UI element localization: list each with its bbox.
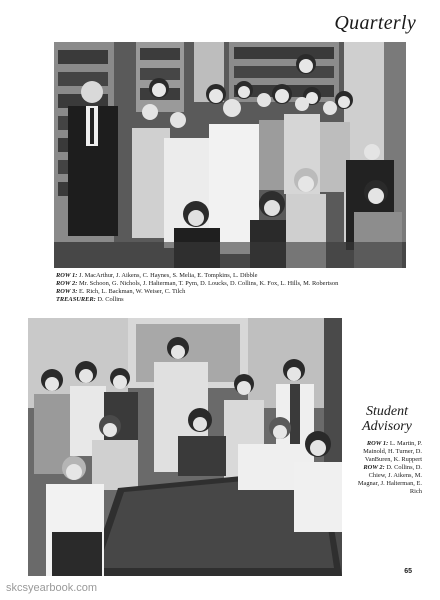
row-names: D. Collins (97, 296, 124, 303)
quarterly-group-photo (54, 42, 406, 268)
caption-row (56, 288, 406, 296)
caption-row (352, 440, 422, 464)
row-names: L. Martin, P. Mainold, H. Turner, D. VanBuren, K. Ruppert (363, 440, 422, 463)
row-label: TREASURER: (56, 296, 96, 303)
caption-row (56, 280, 406, 288)
row-label: ROW 1: (56, 272, 78, 279)
row-label: ROW 2: (363, 464, 385, 471)
quarterly-caption (56, 272, 406, 304)
page-number: 65 (404, 568, 412, 575)
title-line: Advisory (362, 419, 412, 434)
row-names: J. MacArthur, J. Aikens, C. Haynes, S. Melia, E. Tompkins, L. Dibble (78, 272, 258, 279)
page-title: Quarterly (334, 12, 416, 34)
student-advisory-title (352, 404, 422, 434)
row-names: E. Rich, L. Backman, W. Weiser, C. Tilch (78, 288, 186, 295)
row-names: D. Collins, D. Chiew, J. Aikens, M. Magnar, J. Halterman, E. Rich (357, 464, 422, 495)
row-label: ROW 3: (56, 288, 78, 295)
row-label: ROW 2: (56, 280, 78, 287)
row-names: Mr. Schoon, G. Nichols, J. Halterman, T. Pym, D. Loucks, D. Collins, K. Fox, L. Hills, M. Robertson (78, 280, 339, 287)
student-advisory-caption (352, 440, 422, 496)
caption-row (56, 272, 406, 280)
caption-row (56, 296, 406, 304)
site-watermark: skcsyearbook.com (6, 582, 98, 594)
student-advisory-group-photo (28, 318, 342, 576)
caption-row (352, 464, 422, 496)
title-line: Student (366, 404, 408, 419)
row-label: ROW 1: (366, 440, 389, 447)
